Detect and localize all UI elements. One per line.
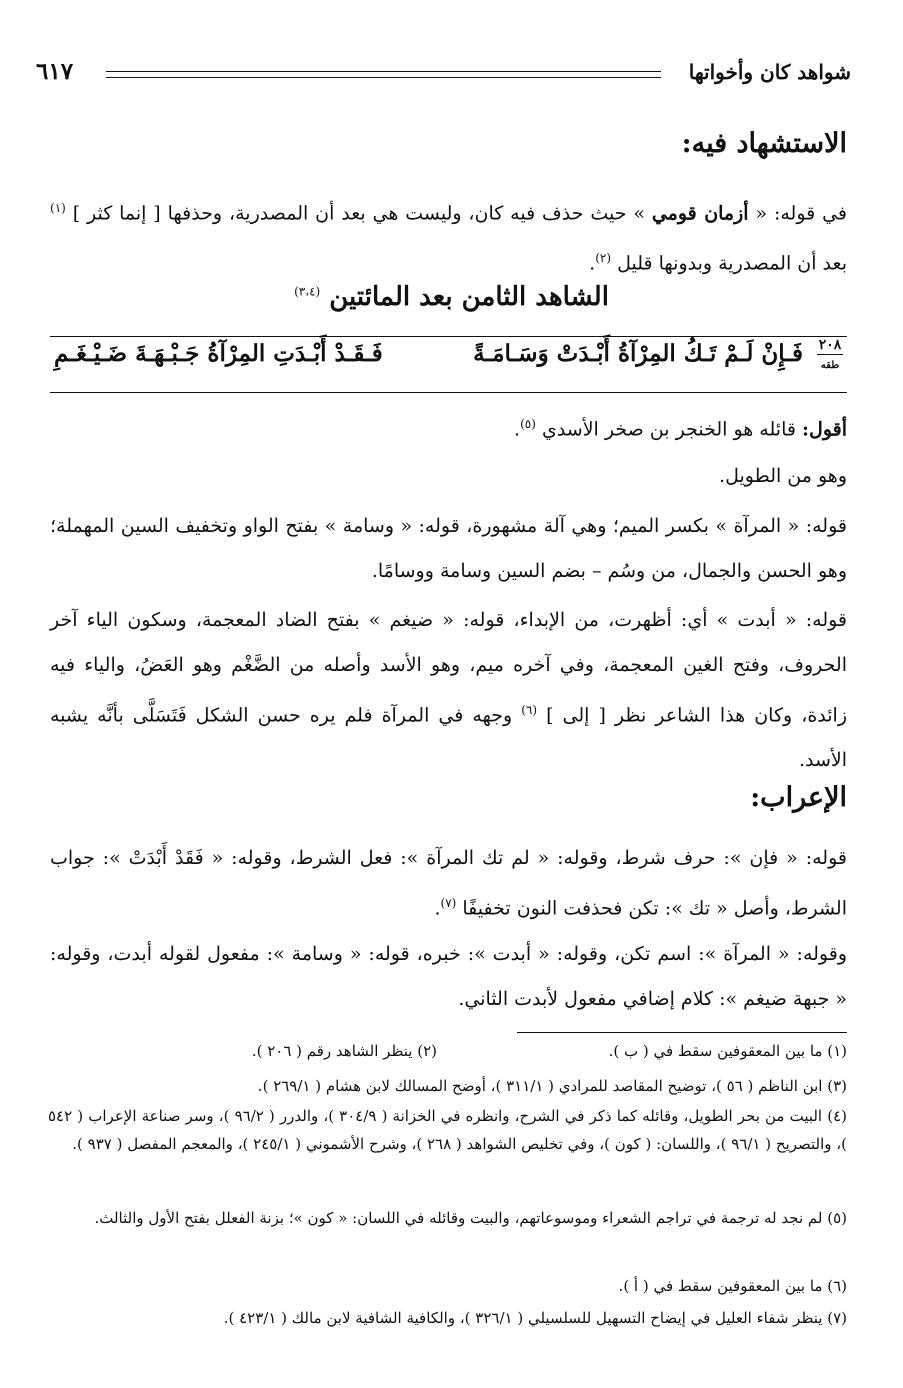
verse-number: ٢٠٨	[818, 337, 842, 353]
verse-number-block	[813, 338, 847, 373]
body-paragraph-1: قوله: « المرآة » بكسر الميم؛ وهي آلة مشهورة، قوله: « وسامة » بفتح الواو وتخفيف السين المهملة؛ وهو الحسن والجمال، من وسُم – بضم السين وسامة ووسامًا.	[50, 515, 847, 582]
footnote-separator	[517, 1032, 847, 1033]
verse-meter: طقه	[820, 360, 840, 371]
istishhad-text-b: » حيث حذف فيه كان، وليست هي بعد أن المصدرية، وحذفها [ إنما كثر ]	[72, 202, 645, 225]
bahr-line: وهو من الطويل.	[719, 465, 847, 487]
footnote-row-1-2	[48, 1042, 847, 1070]
irab-paragraph-1	[50, 836, 847, 931]
shahid-heading	[56, 282, 847, 312]
istishhad-text-c: بعد أن المصدرية وبدونها قليل	[617, 252, 847, 275]
footnote-7: (٧) ينظر شفاء العليل في إيضاح التسهيل للسلسيلي ( ٣٢٦/١ )، والكافية الشافية لابن مالك ( ٤٢٣/١ ).	[223, 1309, 847, 1327]
running-title: شواهد كان وأخواتها	[688, 60, 851, 84]
running-header	[36, 58, 851, 90]
shahid-title: الشاهد الثامن بعد المائتين	[329, 282, 609, 312]
irab-paragraph-1-b: .	[434, 897, 441, 920]
body-paragraph-2	[50, 598, 847, 783]
verse-line	[50, 336, 847, 390]
footnote-6: (٦) ما بين المعقوفين سقط في ( أ ).	[618, 1277, 847, 1295]
footnote-ref-5[interactable]: (٥)	[520, 417, 536, 431]
footnote-ref-2[interactable]: (٢)	[595, 251, 612, 266]
body-paragraph-2-b: وجهه في المرآة فلم يره حسن الشكل فَتَسَلَّى بأنَّه يشبه الأسد.	[50, 704, 847, 772]
footnote-ref-7[interactable]: (٧)	[440, 896, 457, 910]
irab-paragraph-1-a: قوله: « فإن »: حرف شرط، وقوله: « لم تك المرآة »: فعل الشرط، وقوله: « فَقَدْ أَبْدَتْ »: جواب الشرط، وأصل « تك »: تكن فحذفت النون تخفيفًا	[50, 847, 847, 920]
footnote-3: (٣) ابن الناظم ( ٥٦ )، توضيح المقاصد للمرادي ( ٣١١/١ )، أوضح المسالك لابن هشام ( ٢٦٩/١ ).	[257, 1077, 847, 1095]
header-rule	[106, 71, 661, 78]
irab-paragraph-2: وقوله: « المرآة »: اسم تكن، وقوله: « أبدت »: خبره، قوله: « وسامة »: مفعول لقوله أبدت، وقوله: « جبهة ضيغم »: كلام إضافي مفعول لأبدت الثاني.	[50, 943, 847, 1010]
istishhad-text-d: .	[589, 252, 596, 275]
page-number: ٦١٧	[36, 58, 74, 85]
footnote-4: (٤) البيت من بحر الطويل، وقائله كما ذكر في الشرح، وانظره في الخزانة ( ٣٠٤/٩ )، والدرر ( ٩٦/٢ )، وسر صناعة الإعراب ( ٥٤٢ )، والتصريح ( ٩٦/١ )، واللسان: ( كون )، وفي تخليص الشواهد ( ٢٦٨ )، وشرح الأشموني ( ٢٤٥/١ )، والمعجم المفصل ( ٩٣٧ ).	[48, 1107, 847, 1153]
istishhad-term: أزمان قومي	[651, 202, 749, 225]
first-hemistich: فَـإِنْ لَـمْ تَـكُ المِرْآةُ أَبْـدَتْ وَسَـامَـةً	[473, 340, 803, 367]
footnote-1: (١) ما بين المعقوفين سقط في ( ب ).	[608, 1042, 847, 1060]
footnote-2: (٢) ينظر الشاهد رقم ( ٢٠٦ ).	[251, 1042, 437, 1060]
istishhad-heading: الاستشهاد فيه:	[681, 128, 847, 159]
aqul-label: أقول:	[802, 418, 847, 441]
second-hemistich: فَـقَـدْ أَبْـدَتِ المِرْآةُ جَـبْـهَـةَ ضَـيْـغَـمِ	[54, 340, 383, 367]
aqul-paragraph: أقول: قائله هو الخنجر بن صخر الأسدي $^{(٥)}$.	[514, 417, 847, 441]
irab-heading: الإعراب:	[750, 782, 847, 813]
istishhad-paragraph	[50, 186, 847, 287]
verse-number-divider	[817, 354, 843, 355]
aqul-text: قائله هو الخنجر بن صخر الأسدي	[541, 418, 796, 441]
footnote-5: (٥) لم نجد له ترجمة في تراجم الشعراء وموسوعاتهم، والبيت وقائله في اللسان: « كون »؛ بزنة الفعلل بفتح الأول والثالث.	[94, 1209, 847, 1227]
footnote-ref-3-4[interactable]: (٣،٤)	[294, 284, 321, 299]
verse-bottom-rule	[50, 392, 847, 393]
istishhad-text-a: في قوله: «	[755, 202, 848, 225]
body-paragraph-2-a: قوله: « أبدت » أي: أظهرت، من الإبداء، قوله: « ضيغم » بفتح الضاد المعجمة، وسكون الياء آخر الحروف، وفتح الغين المعجمة، وفي آخره ميم، وهو الأسد وأصله من الضَّغْم وهو العَضُ، والياء فيه زائدة، وكان هذا الشاعر نظر [ إلى ]	[50, 609, 848, 727]
footnote-ref-6[interactable]: (٦)	[521, 703, 538, 717]
footnote-ref-1[interactable]: (١)	[50, 201, 66, 215]
